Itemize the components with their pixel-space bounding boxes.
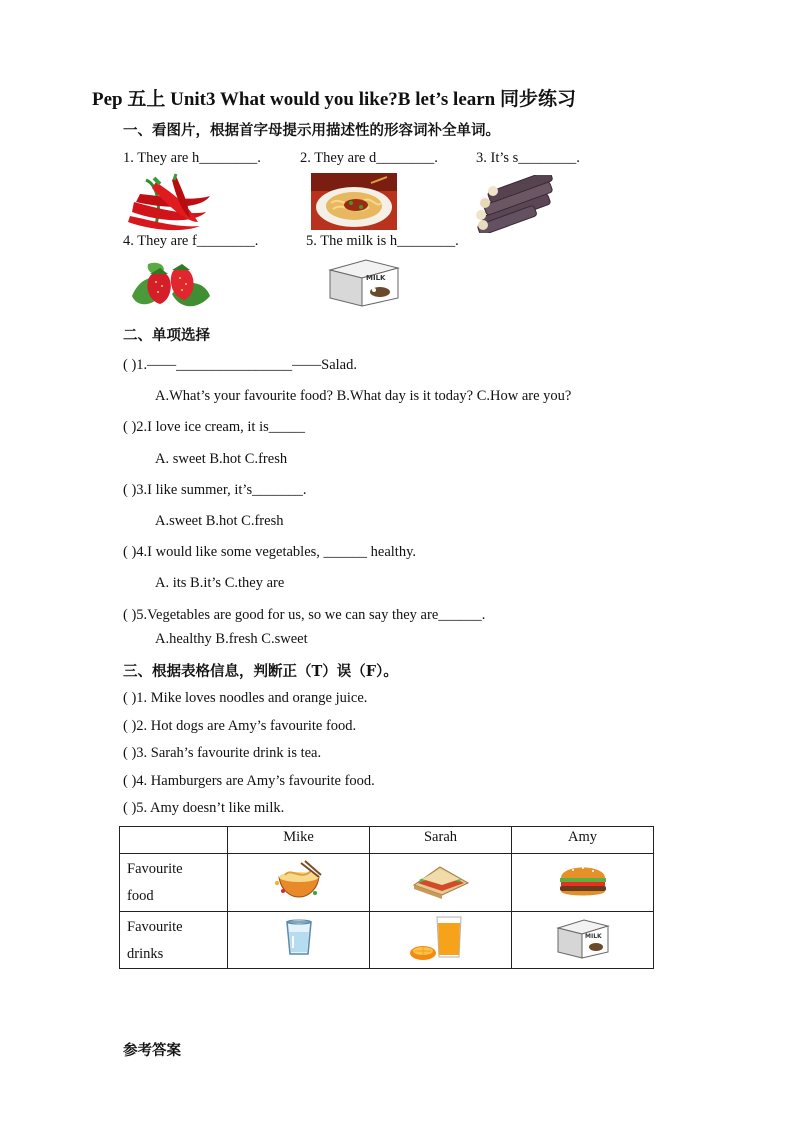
amy-food-cell — [512, 854, 654, 912]
part1-q4: 4. They are f________. — [123, 233, 259, 249]
part3-statement-5: ( )5. Amy doesn’t like milk. — [123, 800, 285, 816]
milk-label: MILK — [584, 932, 602, 940]
strawberries-image — [128, 256, 212, 311]
part3-statement-1: ( )1. Mike loves noodles and orange juice. — [123, 690, 368, 706]
part2-q4-options: A. its B.it’s C.they are — [155, 575, 285, 591]
noodles-bowl-icon — [271, 859, 327, 901]
part2-q3-stem: ( )3.I like summer, it’s_______. — [123, 482, 307, 498]
table-header-mike: Mike — [228, 827, 370, 854]
part2-q1-stem: ( )1.——________________——Salad. — [123, 357, 357, 373]
hamburger-icon — [557, 860, 609, 900]
noodles-dish-image — [311, 173, 397, 230]
amy-drink-cell — [512, 912, 654, 969]
part2-q3-options: A.sweet B.hot C.fresh — [155, 513, 284, 529]
part1-q1: 1. They are h________. — [123, 150, 261, 166]
chili-peppers-image — [126, 172, 212, 232]
part3-statement-2: ( )2. Hot dogs are Amy’s favourite food. — [123, 718, 357, 734]
part1-q3: 3. It’s s________. — [476, 150, 580, 166]
part2-q2-options: A. sweet B.hot C.fresh — [155, 451, 288, 467]
milk-carton-icon — [554, 916, 612, 960]
glass-of-water-icon — [283, 918, 315, 958]
answer-heading: 参考答案 — [123, 1042, 181, 1059]
part2-q1-options: A.What’s your favourite food? B.What day is it today? C.How are you? — [155, 388, 572, 404]
table-header-amy: Amy — [512, 827, 654, 854]
sarah-food-cell — [370, 854, 512, 912]
part3-heading: 三、根据表格信息，判断正（T）误（F）。 — [123, 663, 398, 680]
part1-heading: 一、看图片，根据首字母提示用描述性的形容词补全单词。 — [123, 122, 500, 139]
part2-q5-stem: ( )5.Vegetables are good for us, so we can say they are______. — [123, 607, 486, 623]
sandwich-icon — [410, 861, 472, 899]
page-title: Pep 五上 Unit3 What would you like?B let’s learn 同步练习 — [92, 89, 576, 110]
part2-q5-options: A.healthy B.fresh C.sweet — [155, 631, 308, 647]
table-header-empty — [120, 827, 228, 854]
table-row-food-label — [120, 854, 228, 912]
row-label-line-1: Favourite — [127, 919, 183, 935]
part2-heading: 二、单项选择 — [123, 327, 210, 344]
part1-q5: 5. The milk is h________. — [306, 233, 459, 249]
part3-statement-3: ( )3. Sarah’s favourite drink is tea. — [123, 745, 322, 761]
milk-carton-image — [326, 256, 402, 308]
sarah-drink-cell — [370, 912, 512, 969]
mike-drink-cell — [228, 912, 370, 969]
row-label-line-2: food — [127, 888, 154, 904]
sugarcane-image — [473, 175, 563, 233]
orange-juice-icon — [409, 915, 473, 961]
table-header-sarah: Sarah — [370, 827, 512, 854]
part3-statement-4: ( )4. Hamburgers are Amy’s favourite food. — [123, 773, 375, 789]
milk-label: MILK — [366, 274, 386, 282]
mike-food-cell — [228, 854, 370, 912]
table-row-drinks-label — [120, 912, 228, 969]
row-label-line-1: Favourite — [127, 861, 183, 877]
part1-q2: 2. They are d________. — [300, 150, 438, 166]
part2-q4-stem: ( )4.I would like some vegetables, ______ healthy. — [123, 544, 417, 560]
row-label-line-2: drinks — [127, 946, 164, 962]
favourites-table — [119, 826, 654, 969]
part2-q2-stem: ( )2.I love ice cream, it is_____ — [123, 419, 305, 435]
